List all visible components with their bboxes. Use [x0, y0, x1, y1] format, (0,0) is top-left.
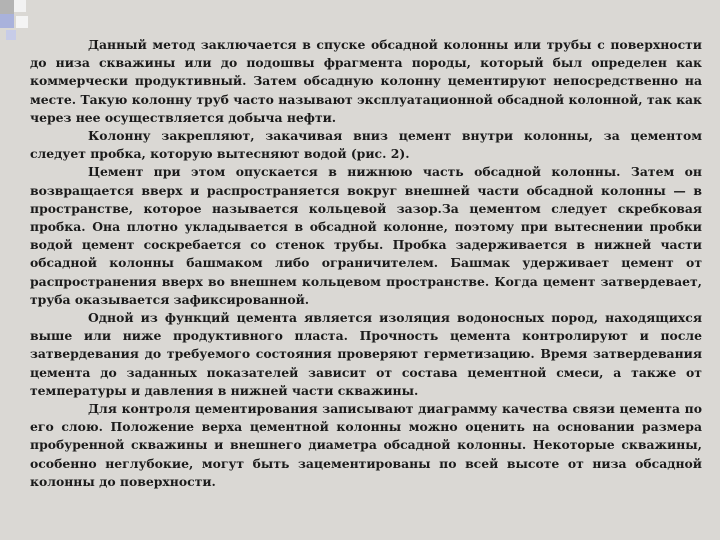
paragraph: Одной из функций цемента является изоляция водоносных пород, находящихся выше или ниже продуктивного пласта. Прочность цемента контролируют и после затвердевания до требуемого состояния проверяют герметизацию. Время затвердевания цемента до заданных показателей зависит от состава цементной смеси, а также от температуры и давления в нижней части скважины. — [30, 310, 702, 398]
deco-square-white — [14, 0, 26, 12]
deco-square-white — [16, 16, 28, 28]
paragraph: Цемент при этом опускается в нижнюю часть обсадной колонны. Затем он возвращается вверх и распространяется вокруг внешней части обсадной колонны — в пространстве, которое называется кольцевой зазор.За цементом следует скребковая пробка. Она плотно укладывается в обсадной колонне, поэтому при вытеснении пробки водой цемент соскребается со стенок трубы. Пробка задерживается в нижней части обсадной колонны башмаком либо ограничителем. Башмак удерживает цемент от распространения вверх во внешнем кольцевом пространстве. Когда цемент затвердевает, труба оказывается зафиксированной. — [30, 164, 702, 307]
paragraph: Данный метод заключается в спуске обсадной колонны или трубы с поверхности до низа скважины или до подошвы фрагмента породы, который был определен как коммерчески продуктивный. Затем обсадную колонну цементируют непосредственно на месте. Такую колонну труб часто называют эксплуатационной обсадной колонной, так как через нее осуществляется добыча нефти. — [30, 37, 702, 125]
slide-body-text — [30, 36, 702, 491]
deco-square-small — [6, 30, 16, 40]
deco-square-gray — [0, 0, 14, 14]
paragraph: Для контроля цементирования записывают диаграмму качества связи цемента по его слою. Положение верха цементной колонны можно оценить на основании размера пробуренной скважины и внешнего диаметра обсадной колонны. Некоторые скважины, особенно неглубокие, могут быть зацементированы по всей высоте от низа обсадной колонны до поверхности. — [30, 401, 702, 489]
deco-square-blue — [0, 14, 14, 28]
paragraph: Колонну закрепляют, закачивая вниз цемент внутри колонны, за цементом следует пробка, которую вытесняют водой (рис. 2). — [30, 128, 702, 162]
